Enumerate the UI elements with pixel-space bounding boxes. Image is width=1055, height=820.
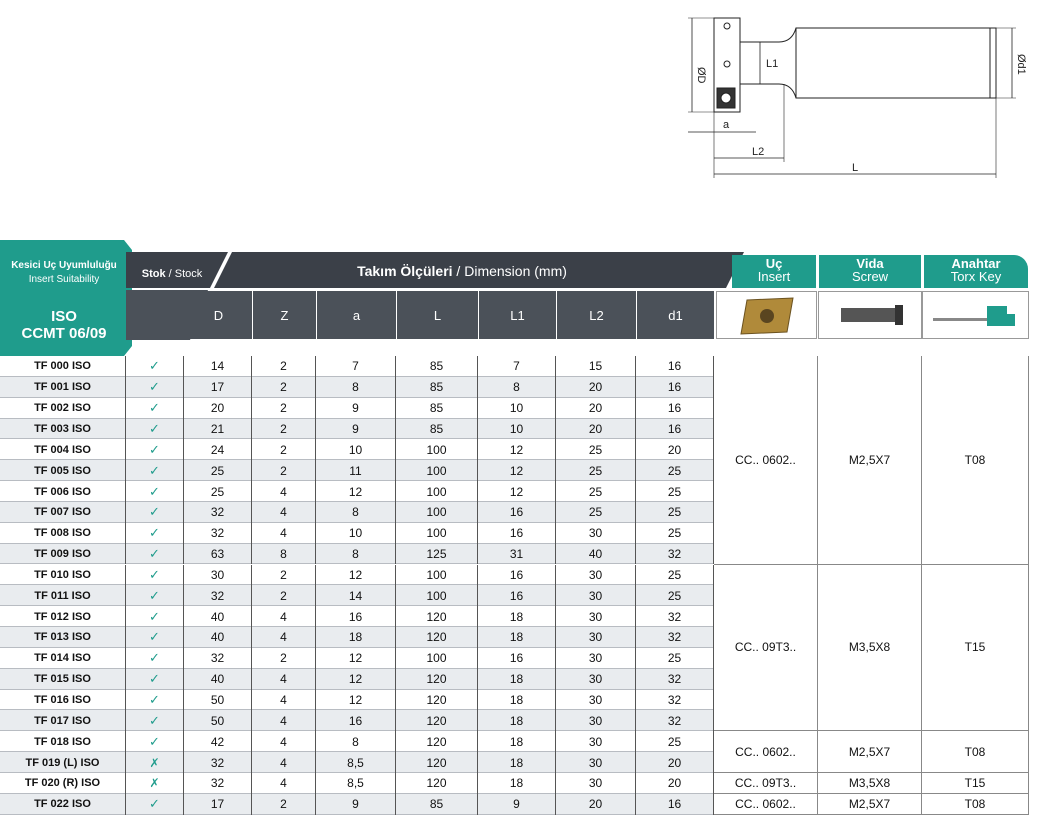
cell-d: 50 <box>184 710 252 731</box>
group-insert-cell: CC.. 0602.. <box>714 731 818 773</box>
insert-bottom-hole <box>721 93 731 103</box>
cell-a: 12 <box>316 648 396 669</box>
cell-d1: 25 <box>636 481 714 502</box>
cell-l1: 10 <box>478 419 556 440</box>
cell-l2: 20 <box>556 398 636 419</box>
cell-stock: ✓ <box>126 585 184 606</box>
cell-code: TF 017 ISO <box>0 710 126 731</box>
cell-d: 32 <box>184 773 252 794</box>
cell-a: 14 <box>316 585 396 606</box>
cell-l1: 16 <box>478 523 556 544</box>
cell-stock: ✓ <box>126 419 184 440</box>
column-header-l1: L1 <box>479 291 556 339</box>
cell-z: 4 <box>252 752 316 773</box>
column-header-d1: d1 <box>637 291 714 339</box>
cell-code: TF 018 ISO <box>0 731 126 752</box>
cell-a: 12 <box>316 565 396 586</box>
diagram-label-D: ØD <box>695 67 707 84</box>
cell-d: 42 <box>184 731 252 752</box>
cell-code: TF 022 ISO <box>0 794 126 815</box>
cell-l2: 25 <box>556 439 636 460</box>
cell-d1: 25 <box>636 523 714 544</box>
cell-a: 7 <box>316 356 396 377</box>
cell-l: 85 <box>396 356 478 377</box>
cell-l: 120 <box>396 752 478 773</box>
cell-l: 120 <box>396 773 478 794</box>
cell-d1: 32 <box>636 627 714 648</box>
cell-stock: ✓ <box>126 669 184 690</box>
cell-z: 8 <box>252 544 316 565</box>
diagram-label-L2: L2 <box>752 146 765 158</box>
group-key-cell: T15 <box>922 565 1029 732</box>
column-header-l: L <box>397 291 478 339</box>
cell-d1: 25 <box>636 502 714 523</box>
cell-d: 25 <box>184 460 252 481</box>
cell-l2: 30 <box>556 648 636 669</box>
cell-d: 24 <box>184 439 252 460</box>
group-key-cell: T08 <box>922 731 1029 773</box>
cell-code: TF 009 ISO <box>0 544 126 565</box>
cell-a: 16 <box>316 710 396 731</box>
cell-l1: 18 <box>478 752 556 773</box>
cell-stock: ✓ <box>126 377 184 398</box>
cell-stock: ✓ <box>126 648 184 669</box>
cell-stock: ✓ <box>126 710 184 731</box>
cell-l1: 31 <box>478 544 556 565</box>
cell-z: 4 <box>252 669 316 690</box>
tool-dimension-diagram <box>684 12 1027 182</box>
cell-d: 40 <box>184 606 252 627</box>
cell-d1: 32 <box>636 690 714 711</box>
cell-a: 8 <box>316 731 396 752</box>
cell-d: 32 <box>184 523 252 544</box>
insert-suitability-subtitle: Insert Suitability <box>28 274 100 285</box>
column-header-l2: L2 <box>557 291 636 339</box>
insert-suitability-title: Kesici Uç Uyumluluğu <box>11 260 117 271</box>
cell-a: 12 <box>316 669 396 690</box>
cell-d: 30 <box>184 565 252 586</box>
cell-stock: ✓ <box>126 565 184 586</box>
column-header-a: a <box>317 291 396 339</box>
cell-l2: 30 <box>556 669 636 690</box>
cell-d1: 16 <box>636 356 714 377</box>
group-screw-cell: M2,5X7 <box>818 356 922 565</box>
group-screw-cell: M3,5X8 <box>818 773 922 794</box>
cell-l: 85 <box>396 794 478 815</box>
cell-d1: 25 <box>636 648 714 669</box>
cell-code: TF 006 ISO <box>0 481 126 502</box>
cell-z: 4 <box>252 502 316 523</box>
column-header-z: Z <box>253 291 316 339</box>
cell-z: 4 <box>252 606 316 627</box>
cell-a: 10 <box>316 439 396 460</box>
cell-code: TF 014 ISO <box>0 648 126 669</box>
cell-code: TF 004 ISO <box>0 439 126 460</box>
cell-stock: ✗ <box>126 773 184 794</box>
stock-header: Stok / Stock <box>141 268 203 280</box>
cell-z: 2 <box>252 439 316 460</box>
cell-l1: 18 <box>478 731 556 752</box>
cell-stock: ✓ <box>126 690 184 711</box>
cell-l: 100 <box>396 523 478 544</box>
cell-d: 32 <box>184 648 252 669</box>
cell-z: 2 <box>252 565 316 586</box>
cell-z: 4 <box>252 731 316 752</box>
cell-d: 21 <box>184 419 252 440</box>
cell-stock: ✓ <box>126 356 184 377</box>
cell-a: 8 <box>316 502 396 523</box>
dimension-header: Takım Ölçüleri / Dimension (mm) <box>357 263 567 279</box>
cell-code: TF 020 (R) ISO <box>0 773 126 794</box>
cell-code: TF 010 ISO <box>0 565 126 586</box>
column-header-d: D <box>185 291 252 339</box>
cell-code: TF 013 ISO <box>0 627 126 648</box>
cell-l1: 12 <box>478 460 556 481</box>
cell-d: 20 <box>184 398 252 419</box>
cell-d: 32 <box>184 502 252 523</box>
cell-l: 120 <box>396 710 478 731</box>
cell-stock: ✓ <box>126 398 184 419</box>
cell-a: 12 <box>316 481 396 502</box>
cell-l1: 9 <box>478 794 556 815</box>
cell-l1: 8 <box>478 377 556 398</box>
cell-z: 4 <box>252 627 316 648</box>
cell-d1: 32 <box>636 710 714 731</box>
cell-d1: 20 <box>636 773 714 794</box>
cell-z: 2 <box>252 585 316 606</box>
cell-l1: 18 <box>478 710 556 731</box>
cell-l: 120 <box>396 731 478 752</box>
cell-d: 17 <box>184 794 252 815</box>
screw-header: Vida Screw <box>851 256 889 284</box>
cell-code: TF 002 ISO <box>0 398 126 419</box>
cell-d: 40 <box>184 669 252 690</box>
screw-image-icon <box>819 292 921 338</box>
torx-key-icon <box>923 292 1028 338</box>
cell-l2: 40 <box>556 544 636 565</box>
cell-d1: 20 <box>636 752 714 773</box>
cell-d: 25 <box>184 481 252 502</box>
cell-a: 18 <box>316 627 396 648</box>
cell-d1: 25 <box>636 565 714 586</box>
cell-d1: 25 <box>636 585 714 606</box>
cell-l2: 20 <box>556 377 636 398</box>
cell-z: 4 <box>252 690 316 711</box>
key-image-box <box>922 291 1029 339</box>
cell-d1: 32 <box>636 669 714 690</box>
tool-shank <box>796 28 996 98</box>
insert-image-box <box>716 291 817 339</box>
cell-code: TF 011 ISO <box>0 585 126 606</box>
cell-d: 63 <box>184 544 252 565</box>
cell-d: 32 <box>184 585 252 606</box>
cell-l1: 16 <box>478 565 556 586</box>
cell-code: TF 019 (L) ISO <box>0 752 126 773</box>
cell-code: TF 012 ISO <box>0 606 126 627</box>
cell-d1: 20 <box>636 439 714 460</box>
group-key-cell: T15 <box>922 773 1029 794</box>
cell-code: TF 001 ISO <box>0 377 126 398</box>
cell-z: 2 <box>252 419 316 440</box>
cell-code: TF 000 ISO <box>0 356 126 377</box>
cell-a: 9 <box>316 794 396 815</box>
cell-a: 11 <box>316 460 396 481</box>
cell-l2: 30 <box>556 690 636 711</box>
insert-type-label: CCMT 06/09 <box>21 325 107 342</box>
cell-d1: 32 <box>636 606 714 627</box>
group-key-cell: T08 <box>922 356 1029 565</box>
cell-l1: 18 <box>478 627 556 648</box>
cell-z: 4 <box>252 710 316 731</box>
cell-a: 9 <box>316 419 396 440</box>
cell-l1: 12 <box>478 439 556 460</box>
cell-z: 2 <box>252 398 316 419</box>
cell-a: 8,5 <box>316 752 396 773</box>
cell-d: 40 <box>184 627 252 648</box>
cell-z: 2 <box>252 377 316 398</box>
insert-header: Uç Insert <box>757 256 791 284</box>
key-header: Anahtar Torx Key <box>950 256 1002 284</box>
cell-l1: 18 <box>478 773 556 794</box>
cell-a: 9 <box>316 398 396 419</box>
diagram-label-L: L <box>852 162 859 174</box>
cell-l: 100 <box>396 565 478 586</box>
cell-l: 100 <box>396 481 478 502</box>
cell-l2: 20 <box>556 419 636 440</box>
cell-stock: ✓ <box>126 606 184 627</box>
cell-l: 120 <box>396 627 478 648</box>
group-key-cell: T08 <box>922 794 1029 815</box>
cell-stock: ✓ <box>126 439 184 460</box>
cell-stock: ✓ <box>126 627 184 648</box>
cell-stock: ✗ <box>126 752 184 773</box>
cell-a: 8 <box>316 544 396 565</box>
cell-l: 120 <box>396 690 478 711</box>
cell-code: TF 015 ISO <box>0 669 126 690</box>
cell-l: 100 <box>396 460 478 481</box>
cell-z: 2 <box>252 460 316 481</box>
cell-l: 125 <box>396 544 478 565</box>
group-screw-cell: M3,5X8 <box>818 565 922 732</box>
cell-stock: ✓ <box>126 794 184 815</box>
cell-l: 85 <box>396 377 478 398</box>
cell-code: TF 007 ISO <box>0 502 126 523</box>
cell-code: TF 005 ISO <box>0 460 126 481</box>
cell-l2: 30 <box>556 752 636 773</box>
cell-a: 16 <box>316 606 396 627</box>
cell-d1: 16 <box>636 794 714 815</box>
cell-d1: 25 <box>636 460 714 481</box>
cell-l2: 30 <box>556 585 636 606</box>
cell-l: 120 <box>396 606 478 627</box>
cell-l2: 20 <box>556 794 636 815</box>
diagram-label-L1: L1 <box>766 58 779 70</box>
cell-l1: 7 <box>478 356 556 377</box>
cell-l1: 16 <box>478 585 556 606</box>
cell-d: 17 <box>184 377 252 398</box>
cell-stock: ✓ <box>126 544 184 565</box>
group-insert-cell: CC.. 09T3.. <box>714 565 818 732</box>
cell-l2: 30 <box>556 606 636 627</box>
cell-l2: 30 <box>556 773 636 794</box>
cell-l2: 30 <box>556 565 636 586</box>
cell-code: TF 003 ISO <box>0 419 126 440</box>
cell-l2: 15 <box>556 356 636 377</box>
diagram-label-d1: Ød1 <box>1015 54 1027 75</box>
cell-l: 85 <box>396 419 478 440</box>
cell-l2: 30 <box>556 731 636 752</box>
cell-code: TF 016 ISO <box>0 690 126 711</box>
cell-l1: 18 <box>478 690 556 711</box>
group-screw-cell: M2,5X7 <box>818 731 922 773</box>
cell-l1: 10 <box>478 398 556 419</box>
cell-l2: 25 <box>556 502 636 523</box>
cell-a: 8 <box>316 377 396 398</box>
cell-d: 14 <box>184 356 252 377</box>
cell-l1: 16 <box>478 648 556 669</box>
cell-l2: 30 <box>556 523 636 544</box>
cell-l: 85 <box>396 398 478 419</box>
screw-image-box <box>818 291 922 339</box>
cell-l2: 30 <box>556 627 636 648</box>
cell-z: 4 <box>252 481 316 502</box>
cell-l1: 18 <box>478 669 556 690</box>
cell-l1: 16 <box>478 502 556 523</box>
group-insert-cell: CC.. 0602.. <box>714 356 818 565</box>
cell-d1: 25 <box>636 731 714 752</box>
group-insert-cell: CC.. 09T3.. <box>714 773 818 794</box>
cell-d1: 32 <box>636 544 714 565</box>
cell-z: 4 <box>252 773 316 794</box>
cell-stock: ✓ <box>126 460 184 481</box>
cell-stock: ✓ <box>126 502 184 523</box>
cell-l: 100 <box>396 648 478 669</box>
cell-l1: 18 <box>478 606 556 627</box>
cell-z: 2 <box>252 648 316 669</box>
cell-l: 100 <box>396 585 478 606</box>
cell-z: 2 <box>252 356 316 377</box>
cell-z: 2 <box>252 794 316 815</box>
cell-l1: 12 <box>478 481 556 502</box>
cell-stock: ✓ <box>126 523 184 544</box>
cell-d1: 16 <box>636 377 714 398</box>
cell-a: 10 <box>316 523 396 544</box>
diagram-label-a: a <box>723 119 730 131</box>
cell-l2: 30 <box>556 710 636 731</box>
group-screw-cell: M2,5X7 <box>818 794 922 815</box>
insert-image-icon <box>717 292 816 338</box>
cell-l: 100 <box>396 502 478 523</box>
cell-l2: 25 <box>556 481 636 502</box>
cell-stock: ✓ <box>126 481 184 502</box>
cell-stock: ✓ <box>126 731 184 752</box>
cell-d: 50 <box>184 690 252 711</box>
cell-a: 8,5 <box>316 773 396 794</box>
cell-a: 12 <box>316 690 396 711</box>
cell-z: 4 <box>252 523 316 544</box>
group-insert-cell: CC.. 0602.. <box>714 794 818 815</box>
iso-label: ISO <box>51 308 77 325</box>
cell-l2: 25 <box>556 460 636 481</box>
cell-code: TF 008 ISO <box>0 523 126 544</box>
cell-d1: 16 <box>636 398 714 419</box>
cell-l: 100 <box>396 439 478 460</box>
cell-d1: 16 <box>636 419 714 440</box>
cell-l: 120 <box>396 669 478 690</box>
cell-d: 32 <box>184 752 252 773</box>
